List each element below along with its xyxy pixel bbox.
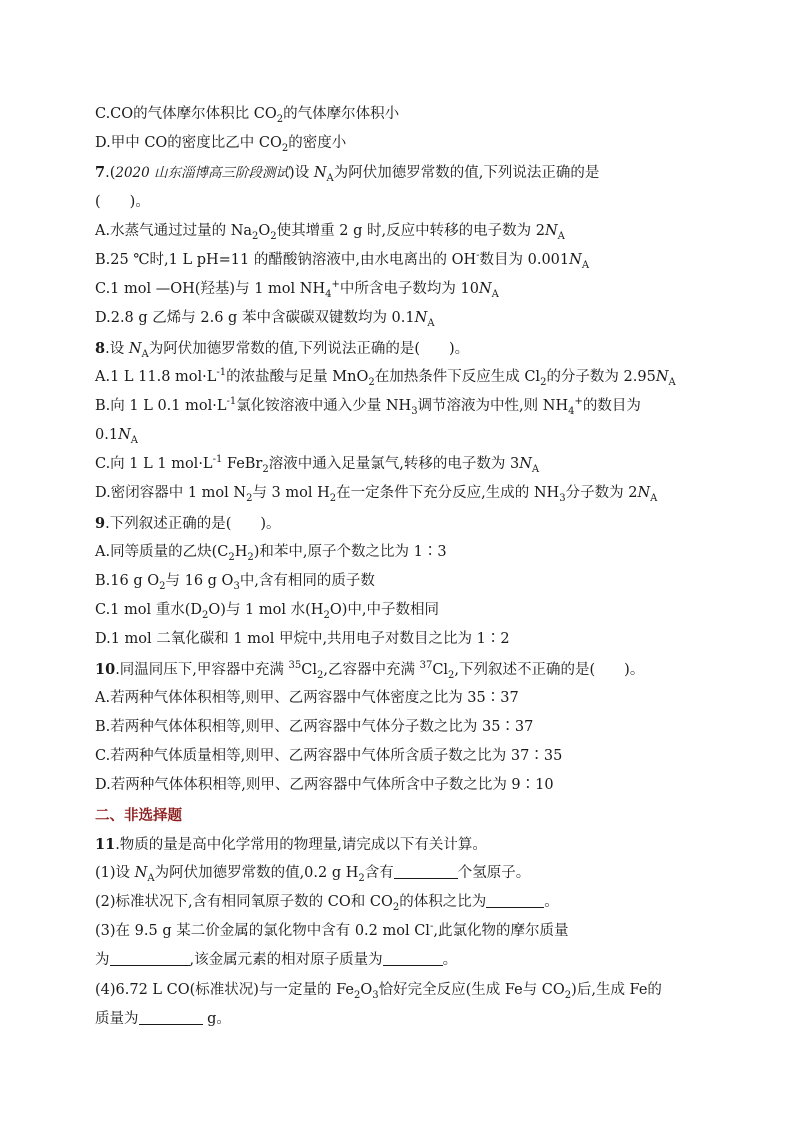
q7-option-c: C.1 mol —OH(羟基)与 1 mol $NH_4^+$中所含电子数均为 $10N_A$: [95, 279, 499, 301]
q8-option-c: C.向 1 L 1 $mol\cdot L^{-1}$ FeBr$_2$溶液中通入足量氯气,转移的电子数为 $3N_A$: [95, 454, 540, 476]
q8-option-d: D.密闭容器中 1 mol $N_2$与 3 mol $H_2$在一定条件下充分反应,生成的 $NH_3$分子数为 $2N_A$: [95, 485, 658, 505]
q7-option-d: D.2.8 g 乙烯与 2.6 g 苯中含碳碳双键数均为 $0.1N_A$: [95, 310, 435, 330]
q9-stem: 9.下列叙述正确的是( )。: [95, 514, 281, 532]
q11-part-2: (2)标准状况下,含有相同氧原子数的 CO和 $CO_2$的体积之比为 。: [95, 888, 705, 917]
q7-stem: 7.(2020 山东淄博高三阶段测试)设 $N_A$为阿伏加德罗常数的值,下列说法正确的是: [95, 164, 600, 185]
q11-stem: 11.物质的量是高中化学常用的物理量,请完成以下有关计算。: [95, 835, 487, 853]
q6-option-c: C.CO的气体摩尔体积比 $CO_2$的气体摩尔体积小: [95, 106, 400, 125]
q7-option-a: A.水蒸气通过过量的 $Na_2O_2$使其增重 2 g 时,反应中转移的电子数为 $2N_A$: [95, 222, 565, 242]
q7-stem-blank: ( )。: [95, 193, 150, 210]
q10-option-b: B.若两种气体体积相等,则甲、乙两容器中气体分子数之比为 35∶37: [95, 718, 534, 735]
q9-option-a: A.同等质量的乙炔$(C_2H_2)$和苯中,原子个数之比为 1∶3: [95, 543, 447, 563]
q7-option-b: B.25 ℃时,1 L pH=11 的醋酸钠溶液中,由水电离出的 OH-数目为 $0.001N_A$: [95, 250, 590, 271]
q10-option-c: C.若两种气体质量相等,则甲、乙两容器中气体所含质子数之比为 37∶35: [95, 748, 563, 765]
q8-option-b: B.向 1 L 0.1 $mol\cdot L^{-1}$氯化铵溶液中通入少量 $NH_3$调节溶液为中性,则 $NH_4^+$的数目为: [95, 396, 641, 417]
q11-part-3-cont: 为 ,该金属元素的相对原子质量为 。: [95, 946, 705, 975]
q8-stem: 8.设 $N_A$为阿伏加德罗常数的值,下列说法正确的是( )。: [95, 339, 470, 360]
q11-part-3: (3)在 9.5 g 某二价金属的氯化物中含有 0.2 mol Cl-,此氯化物的摩尔质量: [95, 921, 569, 940]
exam-page: [95, 100, 705, 1034]
section-heading: 二、非选择题: [95, 806, 182, 824]
q9-option-d: D.1 mol 二氧化碳和 1 mol 甲烷中,共用电子对数目之比为 1∶2: [95, 631, 510, 648]
q10-stem: 10.同温同压下,甲容器中充满 $^{35}Cl_2$,乙容器中充满 $^{37}Cl_2$,下列叙述不正确的是( )。: [95, 659, 645, 681]
q9-option-b: B.16 g $O_2$与 16 g $O_3$中,含有相同的质子数: [95, 573, 375, 592]
q11-part-4: (4)6.72 L CO(标准状况)与一定量的 $Fe_2O_3$恰好完全反应(生成 Fe与 $CO_2$)后,生成 Fe的: [95, 981, 662, 1001]
q8-option-a: A.1 L 11.8 $mol\cdot L^{-1}$的浓盐酸与足量 MnO$_2$在加热条件下反应生成 $Cl_2$的分子数为 $2.95N_A$: [95, 366, 676, 388]
q10-option-a: A.若两种气体体积相等,则甲、乙两容器中气体密度之比为 35∶37: [95, 689, 519, 706]
q9-option-c: C.1 mol 重水$(D_2O)$与 1 mol 水$(H_2O)$中,中子数相同: [95, 602, 439, 622]
q10-option-d: D.若两种气体体积相等,则甲、乙两容器中气体所含中子数之比为 9∶10: [95, 777, 554, 794]
q8-option-b-cont: $0.1N_A$: [95, 427, 138, 446]
q11-part-1: (1)设 $N_A$为阿伏加德罗常数的值,0.2 g $H_2$含有 个氢原子。: [95, 859, 705, 888]
q11-part-4-cont: 质量为 g。: [95, 1005, 705, 1034]
q6-option-d: D.甲中 CO的密度比乙中 $CO_2$的密度小: [95, 135, 347, 155]
